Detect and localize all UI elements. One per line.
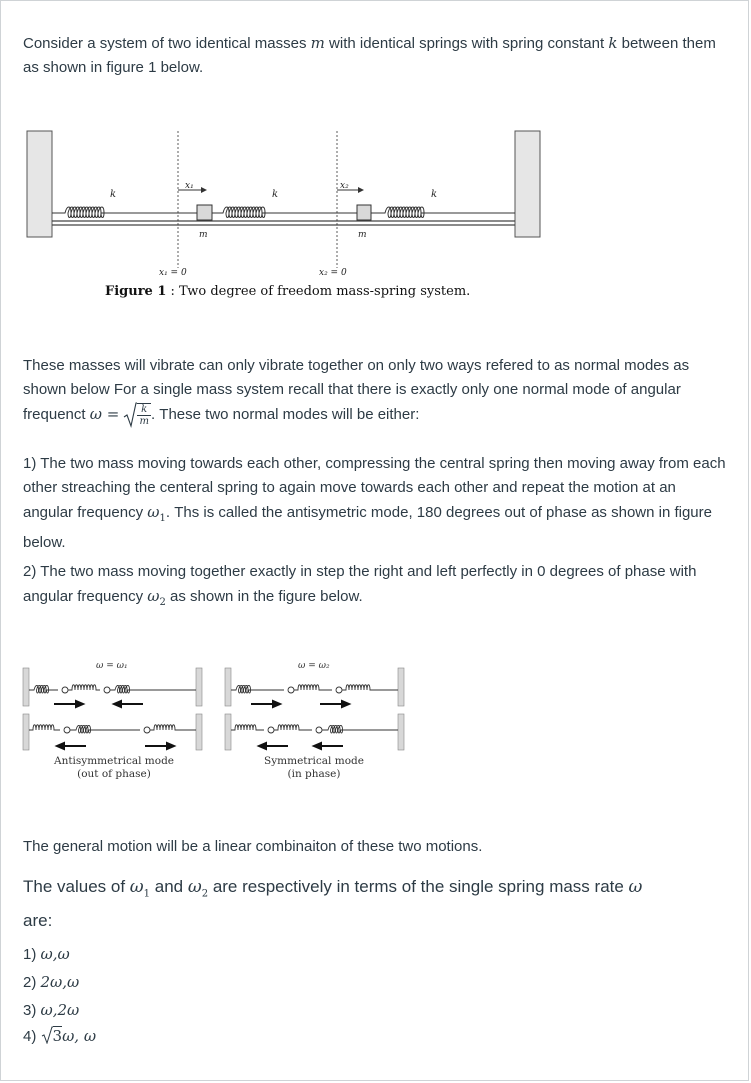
arrowhead-icon bbox=[201, 187, 207, 193]
wall-icon bbox=[196, 668, 202, 706]
sqrt-radicand: 3 bbox=[52, 1027, 63, 1045]
arrowhead-icon bbox=[358, 187, 364, 193]
antisymmetric-caption: Antisymmetrical mode bbox=[53, 755, 175, 767]
paragraph-text: . These two normal modes will be either: bbox=[150, 406, 420, 423]
wall-icon bbox=[225, 668, 231, 706]
symmetric-subcaption: (in phase) bbox=[287, 768, 341, 780]
spring-icon bbox=[29, 725, 60, 730]
mode-1-paragraph bbox=[23, 452, 728, 555]
omega-1-symbol: ω bbox=[147, 503, 160, 521]
spring-constant-label: k bbox=[110, 189, 117, 200]
sqrt-icon bbox=[123, 402, 137, 428]
question-segment: are respectively in terms of the single spring mass rate bbox=[208, 877, 629, 896]
spring-icon bbox=[274, 725, 312, 730]
arrowhead-icon bbox=[342, 701, 349, 707]
omega-1-subscript: 1 bbox=[159, 513, 166, 524]
wall-icon bbox=[398, 714, 404, 750]
spring-icon bbox=[150, 725, 196, 730]
option-value: ω, ω bbox=[62, 1027, 97, 1045]
option-3[interactable] bbox=[23, 1000, 79, 1021]
option-4[interactable] bbox=[23, 1026, 96, 1047]
paragraph-text: . Ths is called the antisymetric mode, 180 degrees out of phase as shown in figure below. bbox=[23, 504, 712, 551]
omega-equation: ω = bbox=[89, 405, 120, 423]
spring-icon bbox=[68, 685, 100, 690]
spring-constant-label: k bbox=[431, 189, 438, 200]
arrowhead-icon bbox=[167, 743, 174, 749]
sqrt-icon bbox=[41, 1026, 53, 1044]
spring-icon bbox=[110, 686, 196, 694]
omega-1-label: ω = ω₁ bbox=[96, 661, 128, 671]
omega-2-subscript: 2 bbox=[159, 597, 166, 608]
x1-label: x₁ bbox=[185, 181, 194, 191]
sqrt-expression bbox=[123, 402, 150, 428]
question-segment: are: bbox=[23, 911, 53, 931]
question-segment: The values of bbox=[23, 877, 130, 896]
antisymmetric-subcaption: (out of phase) bbox=[77, 768, 151, 780]
wall-icon bbox=[225, 714, 231, 750]
mass-icon bbox=[336, 687, 342, 693]
mass-icon bbox=[316, 727, 322, 733]
question-text bbox=[23, 873, 728, 934]
mass-block-2 bbox=[357, 205, 371, 220]
option-value: 2ω,ω bbox=[40, 973, 80, 991]
wall-icon bbox=[196, 714, 202, 750]
option-value: ω,ω bbox=[40, 945, 70, 963]
mass-icon bbox=[64, 727, 70, 733]
mass-icon bbox=[288, 687, 294, 693]
omega-2-label: ω = ω₂ bbox=[298, 661, 330, 671]
arrowhead-icon bbox=[114, 701, 121, 707]
spring-icon bbox=[231, 686, 284, 694]
option-value: ω,2ω bbox=[40, 1001, 80, 1019]
intro-text: between them as shown in figure 1 below. bbox=[23, 35, 716, 76]
mass-icon bbox=[104, 687, 110, 693]
mass-icon bbox=[144, 727, 150, 733]
intro-paragraph bbox=[23, 31, 728, 80]
option-1[interactable] bbox=[23, 944, 70, 965]
spring-constant-label: k bbox=[272, 189, 279, 200]
wall-icon bbox=[23, 714, 29, 750]
omega-1-symbol: ω bbox=[129, 877, 144, 897]
x1-zero-label: x₁ = 0 bbox=[159, 268, 187, 278]
arrowhead-icon bbox=[314, 743, 321, 749]
paragraph-text: 2) The two mass moving together exactly in step the right and left perfectly in 0 degrees of phase with angular frequency bbox=[23, 563, 697, 605]
figure-1-diagram bbox=[25, 128, 545, 300]
arrowhead-icon bbox=[57, 743, 64, 749]
question-segment: and bbox=[150, 877, 188, 896]
option-number: 2) bbox=[23, 974, 41, 991]
spring-icon bbox=[294, 685, 332, 690]
spring-constant-symbol: k bbox=[608, 34, 618, 52]
omega-2-subscript: 2 bbox=[201, 888, 209, 900]
paragraph-text: These masses will vibrate can only vibrate together on only two ways refered to as normal modes as shown below For a single mass system recall that there is exactly only one normal mode of angular frequenct bbox=[23, 357, 690, 423]
option-2[interactable] bbox=[23, 972, 79, 993]
omega-2-symbol: ω bbox=[187, 877, 202, 897]
arrowhead-icon bbox=[273, 701, 280, 707]
omega-symbol: ω bbox=[628, 877, 643, 897]
spring-icon bbox=[231, 725, 264, 730]
spring-left bbox=[52, 207, 197, 218]
mass-symbol: m bbox=[310, 34, 325, 52]
option-number: 1) bbox=[23, 946, 41, 963]
symmetric-caption: Symmetrical mode bbox=[264, 755, 364, 767]
left-wall bbox=[27, 131, 52, 237]
figure-1-caption-bold: Figure 1 bbox=[105, 284, 167, 299]
intro-text: Consider a system of two identical masses bbox=[23, 35, 311, 52]
spring-right bbox=[371, 207, 515, 218]
omega-2-symbol: ω bbox=[147, 587, 160, 605]
spring-icon bbox=[322, 726, 398, 734]
option-number: 3) bbox=[23, 1002, 41, 1019]
spring-middle bbox=[212, 207, 357, 218]
paragraph-text: 1) The two mass moving towards each other, compressing the central spring then moving away from each other streaching the centeral spring to again move towards each other and repeat the motion at an angular frequency bbox=[23, 455, 726, 521]
spring-icon bbox=[342, 685, 398, 690]
mass-label: m bbox=[358, 230, 367, 240]
mass-label: m bbox=[199, 230, 208, 240]
omega-1-subscript: 1 bbox=[143, 888, 151, 900]
fraction-denominator: m bbox=[139, 416, 149, 428]
mass-block-1 bbox=[197, 205, 212, 220]
fraction-k-over-m bbox=[137, 403, 150, 427]
wall-icon bbox=[23, 668, 29, 706]
mass-icon bbox=[268, 727, 274, 733]
paragraph-text: as shown in the figure below. bbox=[165, 588, 363, 605]
mass-icon bbox=[62, 687, 68, 693]
normal-modes-paragraph bbox=[23, 354, 728, 428]
arrowhead-icon bbox=[259, 743, 266, 749]
option-number: 4) bbox=[23, 1028, 41, 1045]
fraction-numerator: k bbox=[137, 404, 150, 416]
x2-zero-label: x₂ = 0 bbox=[319, 268, 347, 278]
x2-label: x₂ bbox=[340, 181, 349, 191]
figure-1-caption bbox=[105, 284, 470, 299]
right-wall bbox=[515, 131, 540, 237]
intro-text: with identical springs with spring constant bbox=[324, 35, 609, 52]
figure-2-diagram bbox=[20, 652, 410, 787]
spring-icon bbox=[29, 686, 58, 694]
spring-icon bbox=[70, 726, 140, 734]
general-motion-text: The general motion will be a linear combinaiton of these two motions. bbox=[23, 838, 483, 855]
figure-1-caption-text: : Two degree of freedom mass-spring system. bbox=[166, 284, 471, 299]
mode-2-paragraph bbox=[23, 560, 728, 615]
arrowhead-icon bbox=[76, 701, 83, 707]
wall-icon bbox=[398, 668, 404, 706]
